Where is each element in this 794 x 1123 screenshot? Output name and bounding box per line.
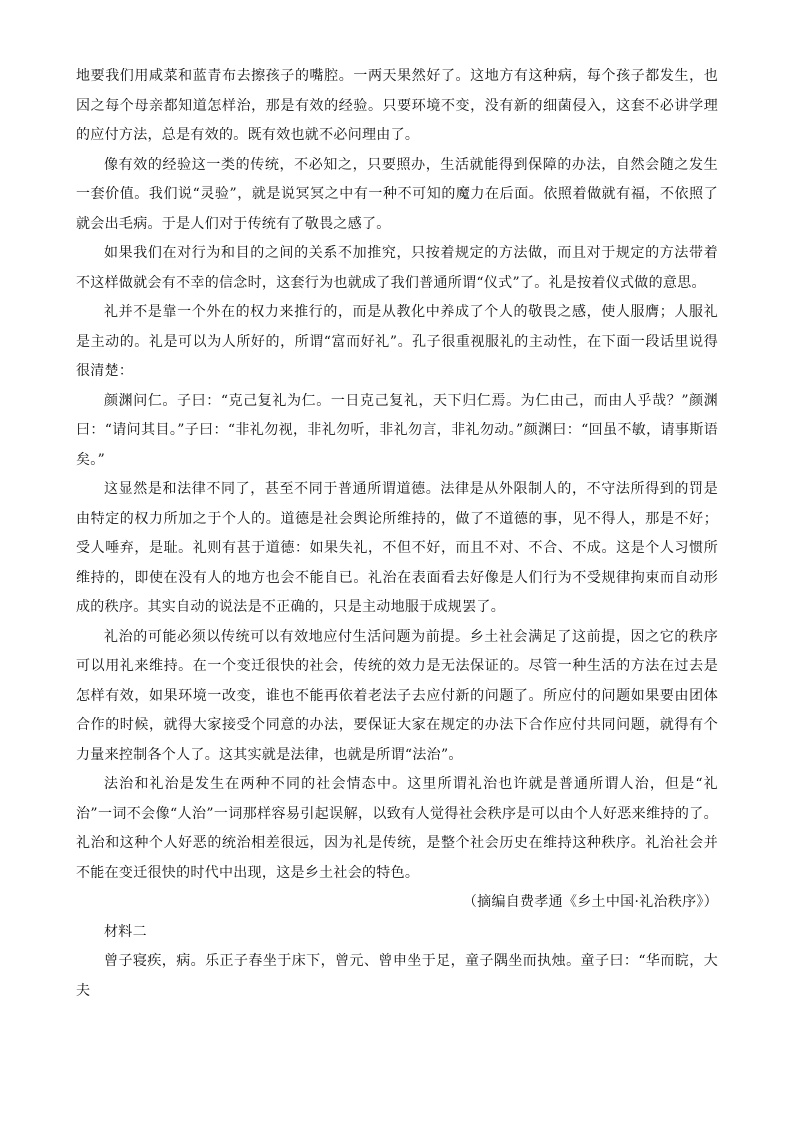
- paragraph-4: 礼并不是靠一个外在的权力来推行的，而是从教化中养成了个人的敬畏之感，使人服膺；人服礼是主动的。礼是可以为人所好的，所谓“富而好礼”。孔子很重视服礼的主动性，在下面一段话里说得很清楚：: [76, 304, 718, 379]
- paragraph-2: 像有效的经验这一类的传统，不必知之，只要照办，生活就能得到保障的办法，自然会随之发生一套价值。我们说“灵验”，就是说冥冥之中有一种不可知的魔力在后面。依照着做就有福，不依照了就会出毛病。于是人们对于传统有了敬畏之感了。: [76, 156, 718, 232]
- paragraph-6: 这显然是和法律不同了，甚至不同于普通所谓道德。法律是从外限制人的，不守法所得到的罚是由特定的权力所加之于个人的。道德是社会舆论所维持的，做了不道德的事，见不得人，那是不好；受人唾弃，是耻。礼则有甚于道德：如果失礼，不但不好，而且不对、不合、不成。这是个人习惯所维持的，即使在没有人的地方也会不能自已。礼治在表面看去好像是人们行为不受规律拘束而自动形成的秩序。其实自动的说法是不正确的，只是主动地服于成规罢了。: [76, 481, 718, 615]
- section-label: 材料二: [104, 923, 147, 940]
- paragraph-7: 礼治的可能必须以传统可以有效地应付生活问题为前提。乡土社会满足了这前提，因之它的秩序可以用礼来维持。在一个变迁很快的社会，传统的效力是无法保证的。尽管一种生活的方法在过去是怎样有效，如果环境一改变，谁也不能再依着老法子去应付新的问题了。所应付的问题如果要由团体合作的时候，就得大家接受个同意的办法，要保证大家在规定的办法下合作应付共同问题，就得有个力量来控制各个人了。这其实就是法律，也就是所谓“法治”。: [76, 628, 718, 763]
- citation: （摘编自费孝通《乡土中国·礼治秩序》）: [462, 894, 718, 910]
- paragraph-material-two: 曾子寝疾，病。乐正子春坐于床下，曾元、曾申坐于足，童子隅坐而执烛。童子曰：“华而睆，大夫: [76, 953, 718, 999]
- document-page: [76, 62, 718, 1006]
- paragraph-5-quote: 颜渊问仁。子曰：“克己复礼为仁。一日克己复礼，天下归仁焉。为仁由己，而由人乎哉？”颜渊曰：“请问其目。”子曰：“非礼勿视，非礼勿听，非礼勿言，非礼勿动。”颜渊曰：“回虽不敏，请事斯语矣。”: [76, 392, 718, 468]
- paragraph-1: 地要我们用咸菜和蓝青布去擦孩子的嘴腔。一两天果然好了。这地方有这种病，每个孩子都发生，也因之每个母亲都知道怎样治，那是有效的经验。只要环境不变，没有新的细菌侵入，这套不必讲学理的应付方法，总是有效的。既有效也就不必问理由了。: [76, 68, 718, 143]
- paragraph-3: 如果我们在对行为和目的之间的关系不加推究，只按着规定的方法做，而且对于规定的方法带着不这样做就会有不幸的信念时，这套行为也就成了我们普通所谓“仪式”了。礼是按着仪式做的意思。: [76, 245, 718, 291]
- paragraph-8: 法治和礼治是发生在两种不同的社会情态中。这里所谓礼治也许就是普通所谓人治，但是“礼治”一词不会像“人治”一词那样容易引起误解，以致有人觉得社会秩序是可以由个人好恶来维持的了。礼治和这种个人好恶的统治相差很远，因为礼是传统，是整个社会历史在维持这种秩序。礼治社会并不能在变迁很快的时代中出现，这是乡土社会的特色。: [76, 776, 718, 881]
